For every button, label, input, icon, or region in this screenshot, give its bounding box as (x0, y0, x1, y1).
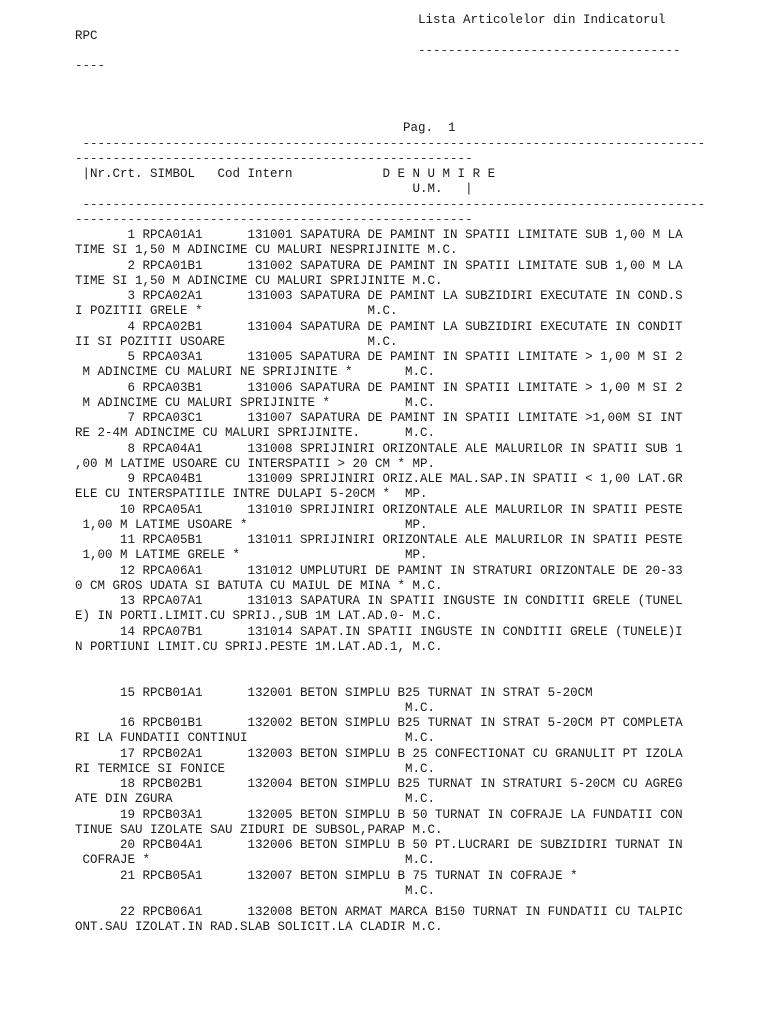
table-row: 21 RPCB05A1 132007 BETON SIMPLU B 75 TURNAT IN COFRAJE * (75, 869, 578, 883)
table-row-cont: RI LA FUNDATII CONTINUI M.C. (75, 731, 436, 745)
table-row: 22 RPCB06A1 132008 BETON ARMAT MARCA B150 TURNAT IN FUNDATII CU TALPIC (75, 905, 683, 919)
list-title-prefix: RPC (75, 29, 98, 43)
table-row: 9 RPCA04B1 131009 SPRIJINIRI ORIZ.ALE MAL.SAP.IN SPATII < 1,00 LAT.GR (75, 472, 683, 486)
table-row-cont: RE 2-4M ADINCIME CU MALURI SPRIJINITE. M.C. (75, 426, 436, 440)
table-row-cont: ONT.SAU IZOLAT.IN RAD.SLAB SOLICIT.LA CLADIR M.C. (75, 920, 443, 934)
table-rule-top-tail: ----------------------------------------------------- (75, 152, 473, 166)
table-row-cont: 1,00 M LATIME USOARE * MP. (75, 518, 428, 532)
table-row-cont: N PORTIUNI LIMIT.CU SPRIJ.PESTE 1M.LAT.AD.1, M.C. (75, 640, 443, 654)
table-row-cont: TIME SI 1,50 M ADINCIME CU MALURI SPRIJINITE M.C. (75, 274, 443, 288)
table-row-cont: I POZITII GRELE * M.C. (75, 304, 398, 318)
table-row-cont: ATE DIN ZGURA M.C. (75, 792, 436, 806)
page-number: Pag. 1 (403, 121, 456, 135)
table-row: 3 RPCA02A1 131003 SAPATURA DE PAMINT LA SUBZIDIRI EXECUTATE IN COND.S (75, 289, 683, 303)
table-row: 1 RPCA01A1 131001 SAPATURA DE PAMINT IN SPATII LIMITATE SUB 1,00 M LA (75, 228, 683, 242)
table-row-cont: RI TERMICE SI FONICE M.C. (75, 762, 436, 776)
table-row: 14 RPCA07B1 131014 SAPAT.IN SPATII INGUSTE IN CONDITII GRELE (TUNELE)I (75, 625, 683, 639)
table-row: 13 RPCA07A1 131013 SAPATURA IN SPATII INGUSTE IN CONDITII GRELE (TUNEL (75, 594, 683, 608)
table-row-cont: ,00 M LATIME USOARE CU INTERSPATII > 20 CM * MP. (75, 457, 436, 471)
list-title: Lista Articolelor din Indicatorul (418, 13, 666, 27)
table-row: 20 RPCB04A1 132006 BETON SIMPLU B 50 PT.LUCRARI DE SUBZIDIRI TURNAT IN (75, 838, 683, 852)
table-row-cont: 1,00 M LATIME GRELE * MP. (75, 548, 428, 562)
table-row: 5 RPCA03A1 131005 SAPATURA DE PAMINT IN SPATII LIMITATE > 1,00 M SI 2 (75, 350, 683, 364)
title-underline: ----------------------------------- (418, 44, 681, 58)
table-row-cont: M ADINCIME CU MALURI NE SPRIJINITE * M.C. (75, 365, 436, 379)
table-row-cont: II SI POZITII USOARE M.C. (75, 335, 398, 349)
column-header-unit: U.M. | (75, 182, 473, 196)
table-row-cont: TIME SI 1,50 M ADINCIME CU MALURI NESPRIJINITE M.C. (75, 243, 458, 257)
table-row-cont: COFRAJE * M.C. (75, 853, 436, 867)
table-row: 16 RPCB01B1 132002 BETON SIMPLU B25 TURNAT IN STRAT 5-20CM PT COMPLETA (75, 716, 683, 730)
table-row: 10 RPCA05A1 131010 SPRIJINIRI ORIZONTALE ALE MALURILOR IN SPATII PESTE (75, 503, 683, 517)
table-rule-top: ----------------------------------------------------------------------------------- (75, 137, 706, 151)
table-rule-bottom: ----------------------------------------------------------------------------------- (75, 198, 706, 212)
table-row: 18 RPCB02B1 132004 BETON SIMPLU B25 TURNAT IN STRATURI 5-20CM CU AGREG (75, 777, 683, 791)
table-row: 11 RPCA05B1 131011 SPRIJINIRI ORIZONTALE ALE MALURILOR IN SPATII PESTE (75, 533, 683, 547)
title-underline-tail: ---- (75, 59, 106, 73)
table-row-cont: ELE CU INTERSPATIILE INTRE DULAPI 5-20CM * MP. (75, 487, 428, 501)
table-row: 12 RPCA06A1 131012 UMPLUTURI DE PAMINT IN STRATURI ORIZONTALE DE 20-33 (75, 564, 683, 578)
table-row: 7 RPCA03C1 131007 SAPATURA DE PAMINT IN SPATII LIMITATE >1,00M SI INT (75, 411, 683, 425)
table-row-cont: M.C. (75, 884, 436, 898)
table-row-cont: E) IN PORTI.LIMIT.CU SPRIJ.,SUB 1M LAT.AD.0- M.C. (75, 609, 443, 623)
table-row: 6 RPCA03B1 131006 SAPATURA DE PAMINT IN SPATII LIMITATE > 1,00 M SI 2 (75, 381, 683, 395)
column-header-row: |Nr.Crt. SIMBOL Cod Intern D E N U M I R E (75, 167, 496, 181)
table-row: 17 RPCB02A1 132003 BETON SIMPLU B 25 CONFECTIONAT CU GRANULIT PT IZOLA (75, 747, 683, 761)
table-row-cont: M ADINCIME CU MALURI SPRIJINITE * M.C. (75, 396, 436, 410)
table-row: 19 RPCB03A1 132005 BETON SIMPLU B 50 TURNAT IN COFRAJE LA FUNDATII CON (75, 808, 683, 822)
table-row-cont: TINUE SAU IZOLATE SAU ZIDURI DE SUBSOL,PARAP M.C. (75, 823, 443, 837)
table-row: 2 RPCA01B1 131002 SAPATURA DE PAMINT IN SPATII LIMITATE SUB 1,00 M LA (75, 259, 683, 273)
table-row-cont: 0 CM GROS UDATA SI BATUTA CU MAIUL DE MINA * M.C. (75, 579, 443, 593)
table-row: 4 RPCA02B1 131004 SAPATURA DE PAMINT LA SUBZIDIRI EXECUTATE IN CONDIT (75, 320, 683, 334)
table-row: 15 RPCB01A1 132001 BETON SIMPLU B25 TURNAT IN STRAT 5-20CM (75, 686, 593, 700)
table-row: 8 RPCA04A1 131008 SPRIJINIRI ORIZONTALE ALE MALURILOR IN SPATII SUB 1 (75, 442, 683, 456)
table-row-cont: M.C. (75, 701, 436, 715)
table-rule-bottom-tail: ----------------------------------------------------- (75, 213, 473, 227)
